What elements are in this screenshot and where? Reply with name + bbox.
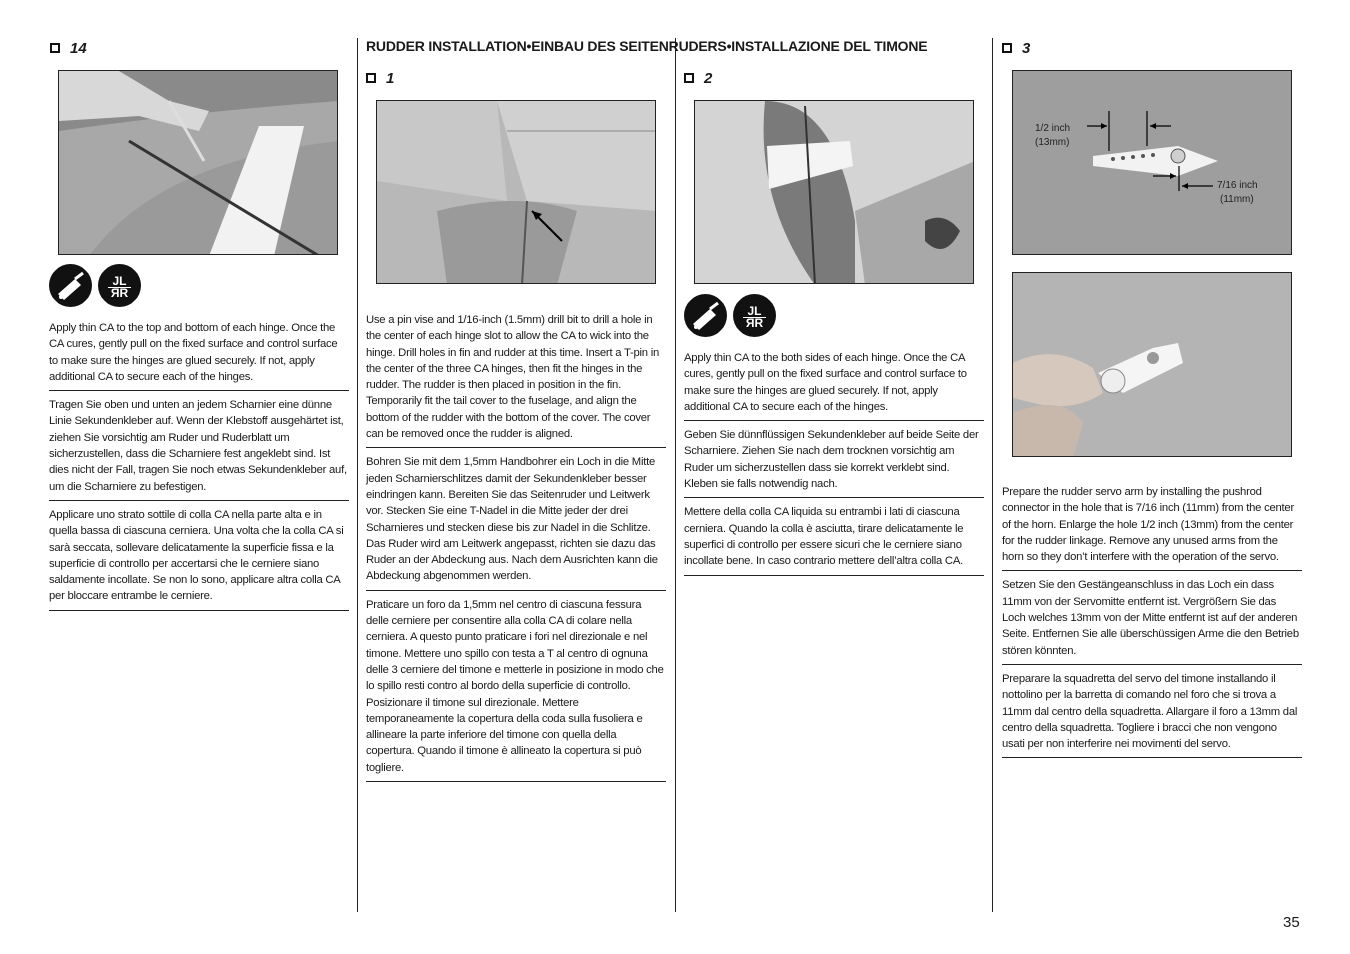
text-de: Bohren Sie mit dem 1,5mm Handbohrer ein Loch in die Mitte jeden Scharnierschlitzes damit der Sekundenkleber besser eindringen kann. Bereiten Sie das Seitenruder und Leitwerk vor. Stecken Sie eine T-Nadel in die Mitte jeder der drei Scharnieres und stecken diese bis zur Nadel in die Schlitze. Das Ruder wird am Leitwerk angepasst, richten sie dazu das Ruder an der Abdeckung aus. Nach dem Ausrichten kann die Abdeckung abgenommen werden. [366,454,666,590]
text-block-step-2 [684,350,984,582]
photo-servo-arm-hand [1012,272,1292,457]
adhesive-icons [49,264,141,307]
page-number: 35 [1283,914,1300,931]
text-en: Use a pin vise and 1/16-inch (1.5mm) drill bit to drill a hole in the center of each hinge slot to allow the CA to wick into the hinge. Drill holes in fin and rudder at this time. Insert a T-pin in the center of the three CA hinges, then fit the hinges in the rudder. The rudder is then placed in position in the fin. Temporarily fit the tail cover to the fuselage, and align the bottom of the rudder with the bottom of the cover. The cover can be removed once the rudder is aligned. [366,312,666,448]
text-it: Preparare la squadretta del servo del timone installando il nottolino per la barretta di comando nel foro che si trova a 11mm dal centro della squadretta. Allargare il foro a 13mm dal centro della squadretta. Togliere i bracci che non vengono usati per non interferire nei movimenti del servo. [1002,671,1302,758]
step-3 [1002,38,1030,58]
column-divider [357,38,358,912]
photo-rudder [694,100,974,284]
step-14 [50,38,87,58]
text-it: Praticare un foro da 1,5mm nel centro di ciascuna fessura delle cerniere per consentire alla colla CA di colare nella cerniera. A questo punto praticare i fori nel direzionale e nel timone. Mettere uno spillo con testa a T al centro di ognuna delle 3 cerniere del timone e metterle in posizione in modo che lo spillo resti contro al bordo della superficie di controllo. Posizionare il timone sul direzionale. Mettere temporaneamente la copertura della coda sulla fusoliera e allineare la parte inferiore del timone con quella della copertura. Quando il timone è allineato la copertura si può togliere. [366,597,666,782]
step-1 [366,68,394,88]
text-en: Prepare the rudder servo arm by installing the pushrod connector in the hole that is 7/16 inch (11mm) from the center of the horn. Enlarge the hole 1/2 inch (13mm) from the center for the rudder linkage. Remove any unused arms from the horn so they don’t interfere with the operation of the servo. [1002,484,1302,571]
adhesive-icons [684,294,776,337]
step-2 [684,68,712,88]
svg-text:ЯR: ЯR [110,286,129,300]
text-it: Mettere della colla CA liquida su entrambi i lati di ciascuna cerniera. Quando la colla è asciutta, tirare delicatamente le superfici di controllo per essere sicuri che le cerniere siano incollate bene. In caso contrario mettere dell’altra colla CA. [684,504,984,575]
label-13mm: (13mm) [1035,137,1070,148]
checkbox-icon[interactable] [684,73,694,83]
hinge-both-sides-icon [733,294,776,337]
photo-tail-fin [376,100,656,284]
column-divider [992,38,993,912]
text-block-step-3 [1002,484,1302,764]
text-block-step-14 [49,320,349,617]
step-number: 3 [1022,39,1031,57]
svg-text:ЯR: ЯR [745,316,764,330]
step-number: 1 [386,69,395,87]
text-de: Setzen Sie den Gestängeanschluss in das Loch ein dass 11mm von der Servomitte entfernt ist. Vergrößern Sie das Loch welches 13mm von der Mitte entfernt ist auf der anderen Seite. Entfernen Sie alle überschüssigen Arme die den Betrieb stören könnten. [1002,577,1302,664]
text-en: Apply thin CA to the top and bottom of each hinge. Once the CA cures, gently pull on the fixed surface and control surface to make sure the hinges are glued securely. If not, apply additional CA to secure each of the hinges. [49,320,349,391]
label-7-16-inch: 7/16 inch [1217,180,1258,191]
checkbox-icon[interactable] [366,73,376,83]
text-it: Applicare uno strato sottile di colla CA nella parte alta e in quella bassa di ciascuna cerniera. Una volta che la colla CA si sarà seccata, sollevare delicatamente la superficie fissa e la superficie di controllo per accertarsi che le cerniere siano saldamente incollate. Se non lo sono, applicare altra colla CA per bloccare entrambe le cerniere. [49,507,349,611]
label-11mm: (11mm) [1220,194,1254,205]
svg-text:JL: JL [112,274,127,288]
svg-text:JL: JL [747,304,762,318]
column-divider [675,38,676,912]
text-block-step-1 [366,312,666,788]
checkbox-icon[interactable] [1002,43,1012,53]
text-de: Geben Sie dünnflüssigen Sekundenkleber auf beide Seite der Scharniere. Ziehen Sie nach dem trocknen vorsichtig am Ruder um sicherzustellen dass sie korrekt verklebt sind. Kleben sie falls notwendig nach. [684,427,984,498]
step-number: 14 [70,39,87,57]
label-half-inch: 1/2 inch [1035,123,1071,134]
photo-servo-arm-diagram [1012,70,1292,255]
hinge-both-sides-icon [98,264,141,307]
step-number: 2 [704,69,713,87]
text-de: Tragen Sie oben und unten an jedem Scharnier eine dünne Linie Sekundenkleber auf. Wenn der Klebstoff ausgehärtet ist, ziehen Sie vorsichtig am Ruder und Ruderblatt um sicherzustellen, dass die Scharniere fest angeklebt sind. Ist dies nicht der Fall, tragen Sie noch etwas Sekundenkleber auf, um die Scharniere zu befestigen. [49,397,349,501]
ca-glue-icon [49,264,92,307]
photo-hinge-glue [58,70,338,255]
ca-glue-icon [684,294,727,337]
section-heading: RUDDER INSTALLATION•EINBAU DES SEITENRUDERS•INSTALLAZIONE DEL TIMONE [366,38,928,54]
text-en: Apply thin CA to the both sides of each hinge. Once the CA cures, gently pull on the fixed surface and control surface to make sure the hinges are glued securely. If not, apply additional CA to secure each of the hinges. [684,350,984,421]
checkbox-icon[interactable] [50,43,60,53]
